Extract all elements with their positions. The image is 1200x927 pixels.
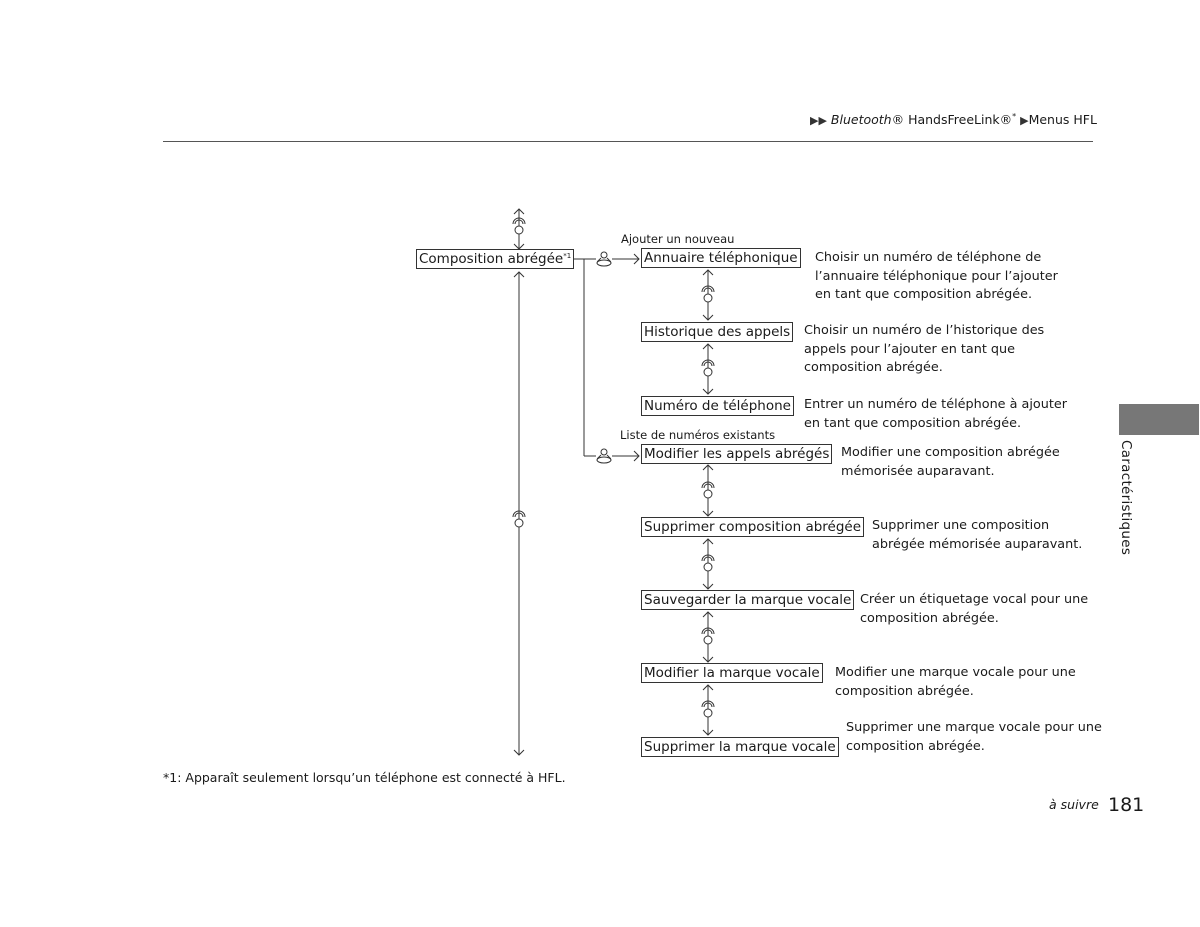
description-line: composition abrégée. — [804, 360, 943, 375]
page-number: 181 — [1108, 794, 1145, 816]
menu-item-edit-speed-dial: Modifier les appels abrégés — [641, 444, 832, 464]
menu-item-edit-voice-tag: Modifier la marque vocale — [641, 663, 823, 683]
press-knob-icon — [597, 252, 611, 266]
description-line: composition abrégée. — [846, 738, 985, 754]
selector-knob-icon — [702, 555, 714, 571]
branch-label-existing-list: Liste de numéros existants — [620, 428, 776, 442]
menu-item-call-history: Historique des appels — [641, 322, 793, 342]
menu-item-store-voice-tag: Sauvegarder la marque vocale — [641, 590, 854, 610]
breadcrumb-product: ® HandsFreeLink® — [891, 112, 1013, 128]
menu-root-speed-dial — [416, 249, 574, 269]
description-phone-number — [804, 396, 1067, 433]
branch-label-add-new: Ajouter un nouveau — [621, 232, 735, 246]
selector-knob-icon — [513, 511, 525, 527]
description-store-voice-tag — [860, 591, 1088, 628]
description-line: composition abrégée. — [860, 610, 999, 626]
description-line: appels pour l’ajouter en tant que — [804, 341, 1016, 357]
menu-item-delete-voice-tag: Supprimer la marque vocale — [641, 737, 839, 757]
description-call-history — [804, 322, 1044, 378]
description-line: en tant que composition abrégée. — [804, 415, 1022, 431]
description-line: Choisir un numéro de téléphone de — [815, 250, 1042, 265]
selector-knob-icon — [702, 482, 714, 498]
description-line: Entrer un numéro de téléphone à ajouter — [804, 397, 1068, 412]
description-phonebook — [815, 249, 1058, 305]
selector-knob-icon — [513, 218, 525, 234]
selector-knob-icon — [702, 286, 714, 302]
footnote-marker: *1 — [563, 252, 572, 260]
selector-knob-icon — [702, 360, 714, 376]
description-line: l’annuaire téléphonique pour l’ajouter — [815, 268, 1058, 284]
breadcrumb-section: Menus HFL — [1028, 112, 1097, 128]
description-line: Modifier une composition abrégée — [841, 445, 1060, 460]
breadcrumb-arrow-icon: ▶▶ — [810, 114, 827, 128]
press-knob-icon — [597, 449, 611, 463]
description-delete-voice-tag — [846, 719, 1102, 756]
description-line: Supprimer une marque vocale pour une — [846, 720, 1102, 735]
description-edit-voice-tag — [835, 664, 1076, 701]
breadcrumb-star: * — [1012, 112, 1017, 121]
menu-item-delete-speed-dial: Supprimer composition abrégée — [641, 517, 864, 537]
description-line: Créer un étiquetage vocal pour une — [860, 592, 1089, 607]
breadcrumb-brand: Bluetooth — [830, 112, 892, 128]
description-delete-speed-dial — [872, 517, 1082, 554]
description-line: mémorisée auparavant. — [841, 463, 995, 479]
continued-label: à suivre — [1049, 797, 1099, 812]
description-line: abrégée mémorisée auparavant. — [872, 536, 1083, 552]
description-line: Supprimer une composition — [872, 518, 1050, 533]
menu-item-phone-number: Numéro de téléphone — [641, 396, 794, 416]
selector-knob-icon — [702, 628, 714, 644]
menu-item-phonebook: Annuaire téléphonique — [641, 248, 801, 268]
description-edit-speed-dial — [841, 444, 1060, 481]
description-line: Choisir un numéro de l’historique des — [804, 323, 1045, 338]
menu-root-label: Composition abrégée — [419, 251, 564, 267]
side-tab-label: Caractéristiques — [1118, 440, 1134, 556]
description-line: en tant que composition abrégée. — [815, 287, 1033, 302]
breadcrumb-arrow-icon: ▶ — [1020, 114, 1029, 128]
footnote: *1: Apparaît seulement lorsqu’un téléphone est connecté à HFL. — [163, 770, 566, 785]
description-line: Modifier une marque vocale pour une — [835, 665, 1076, 680]
description-line: composition abrégée. — [835, 683, 974, 699]
selector-knob-icon — [702, 701, 714, 717]
